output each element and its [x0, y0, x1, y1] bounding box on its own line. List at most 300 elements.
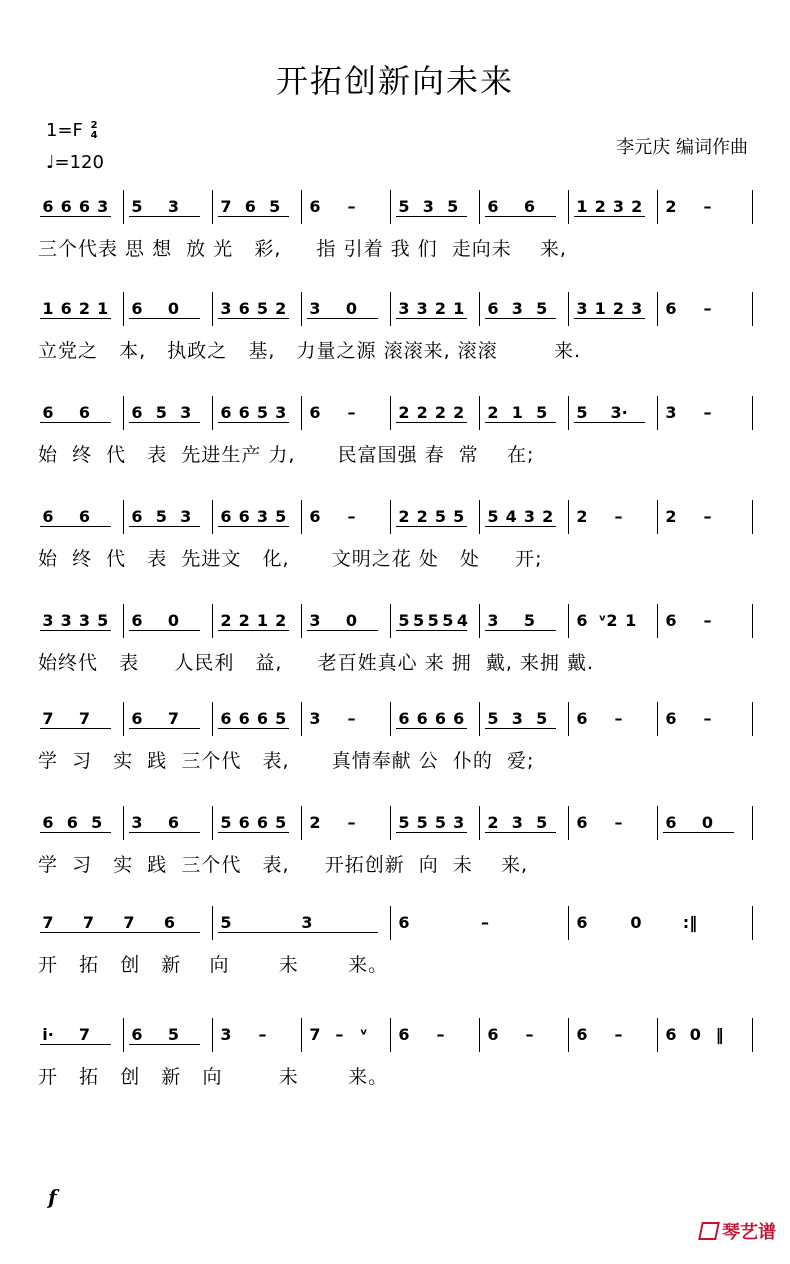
bar-line [390, 906, 391, 940]
bar-line [390, 190, 391, 224]
note: 5 [398, 611, 410, 630]
note: 3 [180, 403, 192, 422]
note: 0 [701, 813, 714, 832]
bar-line [390, 396, 391, 430]
bar-line [657, 604, 658, 638]
note: 5 [536, 709, 548, 728]
note: – [614, 709, 623, 728]
bar-line [568, 396, 569, 430]
bar-line [301, 500, 302, 534]
note: – [335, 1025, 344, 1044]
beam-underline [485, 526, 556, 527]
beam-underline [129, 422, 200, 423]
logo-icon [698, 1222, 720, 1240]
note: 5 [427, 611, 439, 630]
note: 7 [42, 913, 54, 932]
note: 5 [275, 507, 287, 526]
note: 2 [220, 611, 232, 630]
note: 3 [416, 299, 428, 318]
bar-line [301, 1018, 302, 1052]
note: 6 [309, 507, 321, 526]
note: 6 [523, 197, 536, 216]
note: 6 [576, 709, 588, 728]
note: 6 [665, 1025, 677, 1044]
bar-line [212, 396, 213, 430]
note: 3 [309, 299, 321, 318]
key-signature [46, 120, 98, 141]
note: 6 [60, 299, 72, 318]
note: 2 [665, 197, 677, 216]
note: 2 [631, 197, 643, 216]
beam-underline [40, 832, 111, 833]
beam-underline [485, 832, 556, 833]
note: 6 [487, 299, 499, 318]
note: – [703, 299, 712, 318]
note: 7 [78, 709, 91, 728]
composer-credit: 李元庆 编词作曲 [616, 137, 748, 158]
lyrics-line: 开 拓 创 新 向 未 来。 [38, 1066, 389, 1088]
bar-line [390, 500, 391, 534]
bar-line [479, 806, 480, 840]
bar-line [212, 702, 213, 736]
note: – [481, 913, 489, 932]
time-top: 2 [90, 120, 98, 131]
note: ᵛ [359, 1025, 368, 1044]
bar-line [657, 806, 658, 840]
note: 5 [453, 507, 465, 526]
bar-line [390, 702, 391, 736]
lyrics-line: 始 终 代 表 先进生产 力, 民富国强 春 常 在; [38, 444, 535, 466]
notation-row [0, 604, 790, 644]
note: 1 [97, 299, 109, 318]
notation-row [0, 500, 790, 540]
note: – [347, 709, 356, 728]
note: 6 [434, 709, 447, 728]
beam-underline [218, 932, 378, 933]
note: 7 [220, 197, 232, 216]
note: 2 [238, 611, 250, 630]
note: 2 [487, 403, 499, 422]
note: 3 [422, 197, 434, 216]
notation-row [0, 190, 790, 230]
note: 3 [631, 299, 643, 318]
note: 0 [345, 611, 358, 630]
note: 5 [275, 709, 287, 728]
note: 5 [523, 611, 536, 630]
note: 5 [576, 403, 588, 422]
beam-underline [40, 526, 111, 527]
bar-line [752, 906, 753, 940]
bar-line [568, 500, 569, 534]
note: 3 [511, 299, 523, 318]
bar-line [752, 1018, 753, 1052]
dynamic-mark: f [48, 1185, 57, 1209]
note: 2 [309, 813, 321, 832]
note: – [703, 611, 712, 630]
note: 6 [487, 197, 499, 216]
note: 6 [665, 299, 677, 318]
note: 5 [536, 299, 548, 318]
note: 2 [453, 403, 465, 422]
note: 2 [398, 403, 410, 422]
bar-line [390, 1018, 391, 1052]
note: 6 [665, 709, 677, 728]
bar-line [212, 190, 213, 224]
beam-underline [396, 832, 467, 833]
note: 5 [442, 611, 454, 630]
note: 3 [523, 507, 536, 526]
note: 6 [309, 403, 321, 422]
beam-underline [129, 318, 200, 319]
note: 0 [630, 913, 642, 932]
note: 6 [256, 813, 269, 832]
notation-row [0, 702, 790, 742]
note: 1 [576, 197, 588, 216]
bar-line [479, 396, 480, 430]
note: ᵛ2 [598, 611, 618, 630]
beam-underline [218, 526, 289, 527]
note: 6 [453, 709, 465, 728]
note: – [614, 507, 623, 526]
bar-line [752, 604, 753, 638]
note: 5 [256, 299, 269, 318]
note: ‖ [715, 1025, 724, 1044]
note: 5 [398, 813, 410, 832]
note: 7 [42, 709, 54, 728]
bar-line [752, 500, 753, 534]
note: 6 [42, 813, 54, 832]
lyrics-line: 三个代表 思 想 放 光 彩, 指 引着 我 们 走向未 来, [38, 238, 567, 260]
note: 5 [155, 507, 167, 526]
bar-line [301, 806, 302, 840]
note: – [703, 403, 712, 422]
note: 6 [220, 403, 232, 422]
bar-line [568, 190, 569, 224]
note: 6 [131, 299, 143, 318]
logo-text: 琴艺谱 [722, 1222, 776, 1243]
bar-line [301, 190, 302, 224]
beam-underline [40, 1044, 111, 1045]
time-signature [91, 121, 98, 141]
note: 6 [576, 611, 588, 630]
bar-line [657, 1018, 658, 1052]
note: – [347, 813, 356, 832]
note: – [347, 197, 356, 216]
note: 2 [398, 507, 410, 526]
note: 6 [131, 611, 143, 630]
bar-line [212, 1018, 213, 1052]
note: 6 [256, 709, 269, 728]
note: 3 [60, 611, 72, 630]
beam-underline [218, 422, 289, 423]
beam-underline [396, 318, 467, 319]
note: 6 [220, 709, 232, 728]
note: 7 [82, 913, 95, 932]
note: 2 [275, 299, 287, 318]
note: 2 [434, 403, 447, 422]
beam-underline [396, 216, 467, 217]
beam-underline [40, 422, 111, 423]
beam-underline [396, 526, 467, 527]
beam-underline [218, 216, 289, 217]
lyrics-line: 始 终 代 表 先进文 化, 文明之花 处 处 开; [38, 548, 543, 570]
beam-underline [218, 832, 289, 833]
note: 7 [167, 709, 180, 728]
bar-line [390, 806, 391, 840]
note: 7 [309, 1025, 321, 1044]
bar-line [123, 1018, 124, 1052]
notation-row [0, 396, 790, 436]
note: 5 [487, 709, 499, 728]
note: – [347, 507, 356, 526]
bar-line [212, 292, 213, 326]
note: 5 [220, 913, 232, 932]
note: 1 [453, 299, 465, 318]
note: 0 [167, 299, 180, 318]
note: 6 [167, 813, 180, 832]
note: 3 [256, 507, 269, 526]
note: :‖ [682, 913, 698, 932]
note: 3 [131, 813, 143, 832]
beam-underline [129, 526, 200, 527]
note: 1 [511, 403, 523, 422]
note: 2 [612, 299, 625, 318]
note: 6 [576, 1025, 588, 1044]
note: 3 [167, 197, 180, 216]
bar-line [123, 396, 124, 430]
note: 6 [131, 1025, 143, 1044]
bar-line [123, 190, 124, 224]
note: 6 [220, 507, 232, 526]
note: 6 [42, 507, 54, 526]
bar-line [752, 702, 753, 736]
note: 2 [416, 403, 428, 422]
beam-underline [218, 318, 289, 319]
bar-line [752, 292, 753, 326]
note: 3 [97, 197, 109, 216]
lyrics-line: 开 拓 创 新 向 未 来。 [38, 954, 389, 976]
note: – [703, 709, 712, 728]
note: 5 [275, 813, 287, 832]
note: 0 [689, 1025, 701, 1044]
bar-line [657, 396, 658, 430]
beam-underline [129, 728, 200, 729]
notation-row [0, 1018, 790, 1058]
site-logo [700, 1218, 776, 1244]
bar-line [301, 292, 302, 326]
note: 5 [97, 611, 109, 630]
beam-underline [485, 630, 556, 631]
bar-line [568, 292, 569, 326]
note: 2 [78, 299, 91, 318]
note: – [614, 1025, 623, 1044]
beam-underline [218, 630, 289, 631]
note: 3 [275, 403, 287, 422]
note: – [703, 507, 712, 526]
note: 6 [131, 709, 143, 728]
bar-line [568, 702, 569, 736]
beam-underline [129, 1044, 200, 1045]
note: 4 [505, 507, 517, 526]
beam-underline [40, 318, 111, 319]
bar-line [212, 806, 213, 840]
beam-underline [485, 318, 556, 319]
note: 6 [42, 403, 54, 422]
note: 6 [78, 197, 91, 216]
note: – [347, 403, 356, 422]
note: 4 [456, 611, 468, 630]
bar-line [479, 190, 480, 224]
note: 6 [131, 507, 143, 526]
notation-row [0, 292, 790, 332]
bar-line [212, 604, 213, 638]
note: 3 [42, 611, 54, 630]
note: 5 [536, 813, 548, 832]
note: 6 [244, 197, 256, 216]
note: 5 [434, 507, 447, 526]
note: – [258, 1025, 267, 1044]
note: 3 [398, 299, 410, 318]
note: 2 [542, 507, 554, 526]
lyrics-line: 学 习 实 践 三个代 表, 开拓创新 向 未 来, [38, 854, 529, 876]
bar-line [301, 702, 302, 736]
bar-line [568, 806, 569, 840]
note: 3· [610, 403, 628, 422]
beam-underline [485, 422, 556, 423]
note: 5 [536, 403, 548, 422]
time-bottom: 4 [90, 130, 98, 141]
bar-line [212, 500, 213, 534]
note: 3 [301, 913, 313, 932]
note: 5 [269, 197, 281, 216]
note: 5 [413, 611, 425, 630]
note: 5 [487, 507, 499, 526]
note: 6 [665, 813, 677, 832]
bar-line [123, 702, 124, 736]
bar-line [568, 1018, 569, 1052]
beam-underline [396, 422, 467, 423]
note: 3 [453, 813, 465, 832]
note: 2 [434, 299, 447, 318]
note: 2 [275, 611, 287, 630]
notation-row [0, 806, 790, 846]
note: 1 [625, 611, 637, 630]
beam-underline [129, 216, 200, 217]
note: 3 [309, 709, 321, 728]
note: 2 [487, 813, 499, 832]
beam-underline [40, 216, 111, 217]
note: 6 [238, 813, 250, 832]
bar-line [123, 604, 124, 638]
bar-line [301, 396, 302, 430]
bar-line [390, 292, 391, 326]
note: 6 [416, 709, 428, 728]
bar-line [657, 500, 658, 534]
tempo-mark: ♩=120 [46, 152, 104, 173]
note: 6 [78, 507, 91, 526]
note: 5 [416, 813, 428, 832]
note: 6 [398, 1025, 410, 1044]
bar-line [301, 604, 302, 638]
bar-line [212, 906, 213, 940]
note: 6 [78, 403, 91, 422]
bar-line [568, 906, 569, 940]
note: 6 [398, 709, 410, 728]
note: 6 [576, 913, 588, 932]
note: 0 [345, 299, 358, 318]
bar-line [657, 702, 658, 736]
bar-line [568, 604, 569, 638]
bar-line [390, 604, 391, 638]
note: 6 [309, 197, 321, 216]
note: 6 [576, 813, 588, 832]
lyrics-line: 始终代 表 人民利 益, 老百姓真心 来 拥 戴, 来拥 戴. [38, 652, 594, 674]
note: 5 [220, 813, 232, 832]
note: 5 [256, 403, 269, 422]
note: 3 [220, 299, 232, 318]
note: 3 [220, 1025, 232, 1044]
bar-line [123, 806, 124, 840]
score-title: 开拓创新向未来 [275, 62, 514, 100]
note: 7 [78, 1025, 91, 1044]
beam-underline [574, 216, 645, 217]
note: 2 [576, 507, 588, 526]
note: 5 [155, 403, 167, 422]
note: 1 [594, 299, 606, 318]
beam-underline [574, 422, 645, 423]
note: 3 [576, 299, 588, 318]
key-label: 1=F [46, 120, 83, 141]
note: 7 [123, 913, 135, 932]
note: 6 [238, 299, 250, 318]
beam-underline [307, 630, 378, 631]
bar-line [479, 500, 480, 534]
lyrics-line: 学 习 实 践 三个代 表, 真情奉献 公 仆的 爱; [38, 750, 535, 772]
note: 6 [131, 403, 143, 422]
bar-line [479, 1018, 480, 1052]
beam-underline [396, 728, 467, 729]
note: 5 [167, 1025, 180, 1044]
note: 6 [665, 611, 677, 630]
beam-underline [218, 728, 289, 729]
note: 6 [42, 197, 54, 216]
note: 1 [42, 299, 54, 318]
note: – [436, 1025, 445, 1044]
bar-line [479, 604, 480, 638]
note: 2 [665, 507, 677, 526]
note: 0 [167, 611, 180, 630]
note: 6 [398, 913, 410, 932]
note: – [703, 197, 712, 216]
beam-underline [129, 630, 200, 631]
note: 5 [91, 813, 103, 832]
note: 6 [60, 197, 72, 216]
note: 6 [66, 813, 78, 832]
note: 3 [511, 813, 523, 832]
beam-underline [485, 216, 556, 217]
note: 3 [180, 507, 192, 526]
note: 5 [398, 197, 410, 216]
note: 6 [487, 1025, 499, 1044]
lyrics-line: 立党之 本, 执政之 基, 力量之源 滚滚来, 滚滚 来. [38, 340, 582, 362]
bar-line [657, 292, 658, 326]
bar-line [123, 500, 124, 534]
note: 6 [238, 403, 250, 422]
note: 5 [447, 197, 459, 216]
beam-underline [40, 630, 111, 631]
note: 5 [434, 813, 447, 832]
bar-line [479, 292, 480, 326]
